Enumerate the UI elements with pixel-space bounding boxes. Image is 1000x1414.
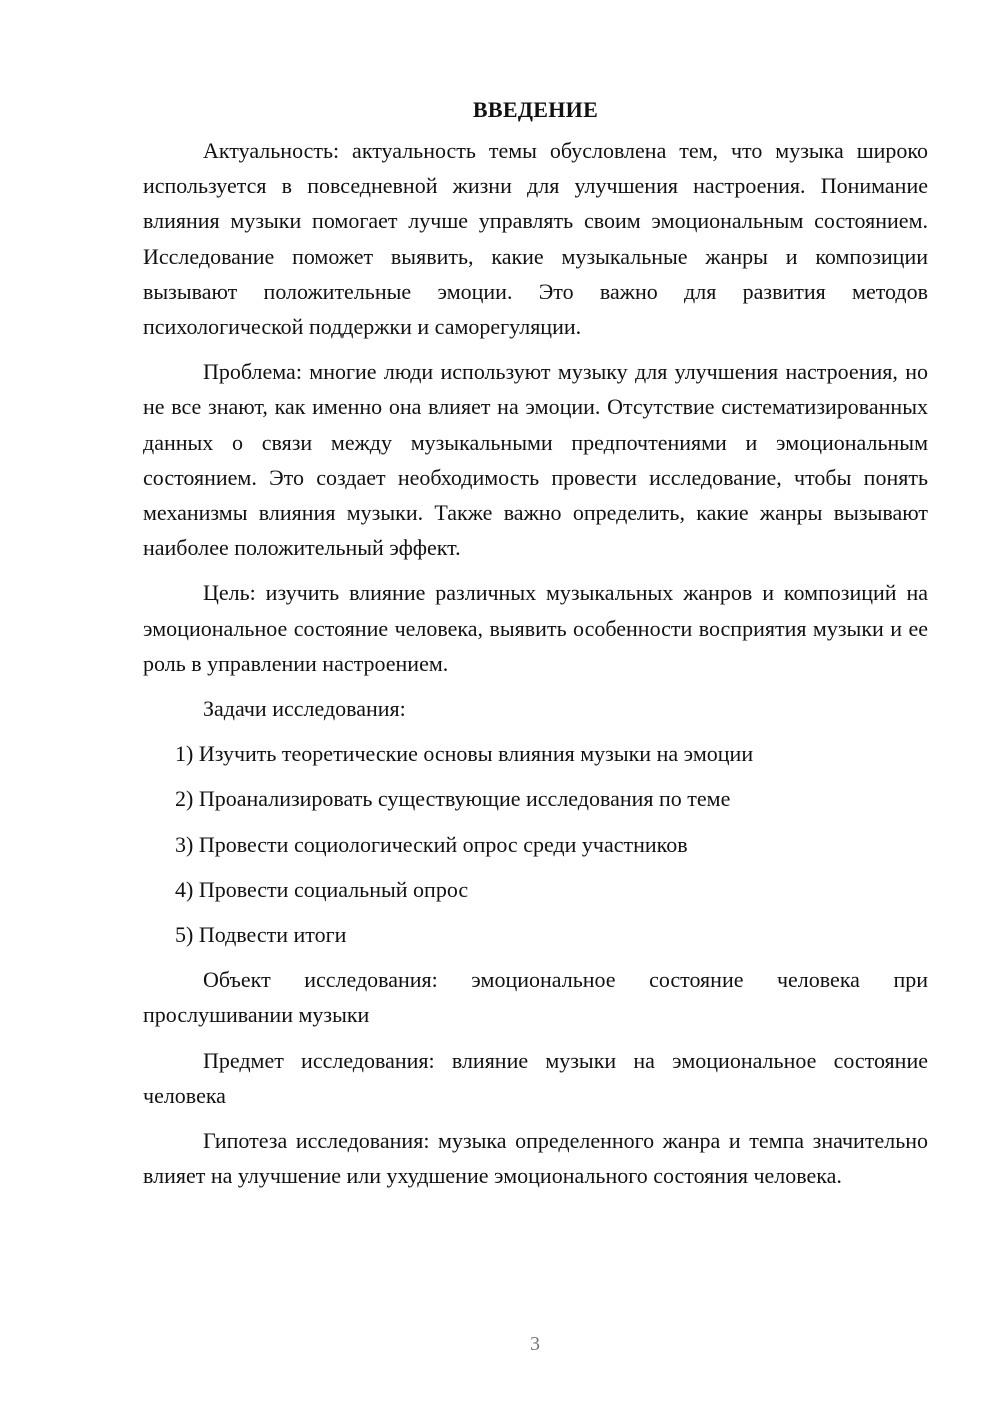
task-item: 3) Провести социологический опрос среди участников — [175, 831, 688, 857]
page-title: ВВЕДЕНИЕ — [472, 97, 599, 122]
relevance-paragraph: Актуальность: актуальность темы обусловлена тем, что музыка широко используется в повседневной жизни для улучшения настроения. Понимание влияния музыки помогает лучше управлять своим эмоциональным состоянием. Исследование поможет выявить, какие музыкальные жанры и композиции вызывают положительные эмоции. Это важно для развития методов психологической поддержки и саморегуляции. — [143, 138, 928, 340]
task-item: 2) Проанализировать существующие исследования по теме — [175, 786, 731, 812]
page-number: 3 — [530, 1333, 540, 1355]
problem-paragraph: Проблема: многие люди используют музыку для улучшения настроения, но не все знают, как именно она влияет на эмоции. Отсутствие систематизированных данных о связи между музыкальными предпочтениями и эмоциональным состоянием. Это создает необходимость провести исследование, чтобы понять механизмы влияния музыки. Также важно определить, какие жанры вызывают наиболее положительный эффект. — [143, 359, 928, 561]
task-item: 5) Подвести итоги — [175, 922, 347, 948]
tasks-list — [143, 736, 928, 952]
goal-paragraph: Цель: изучить влияние различных музыкальных жанров и композиций на эмоциональное состояние человека, выявить особенности восприятия музыки и ее роль в управлении настроением. — [143, 580, 928, 676]
task-item: 4) Провести социальный опрос — [175, 876, 469, 902]
tasks-heading: Задачи исследования: — [203, 696, 406, 722]
task-item: 1) Изучить теоретические основы влияния музыки на эмоции — [175, 741, 754, 767]
object-paragraph: Объект исследования: эмоциональное состояние человека при прослушивании музыки — [143, 967, 928, 1028]
hypothesis-paragraph: Гипотеза исследования: музыка определенного жанра и темпа значительно влияет на улучшение или ухудшение эмоционального состояния человека. — [143, 1128, 928, 1189]
document-page — [143, 92, 928, 1203]
subject-paragraph: Предмет исследования: влияние музыки на эмоциональное состояние человека — [143, 1047, 928, 1108]
